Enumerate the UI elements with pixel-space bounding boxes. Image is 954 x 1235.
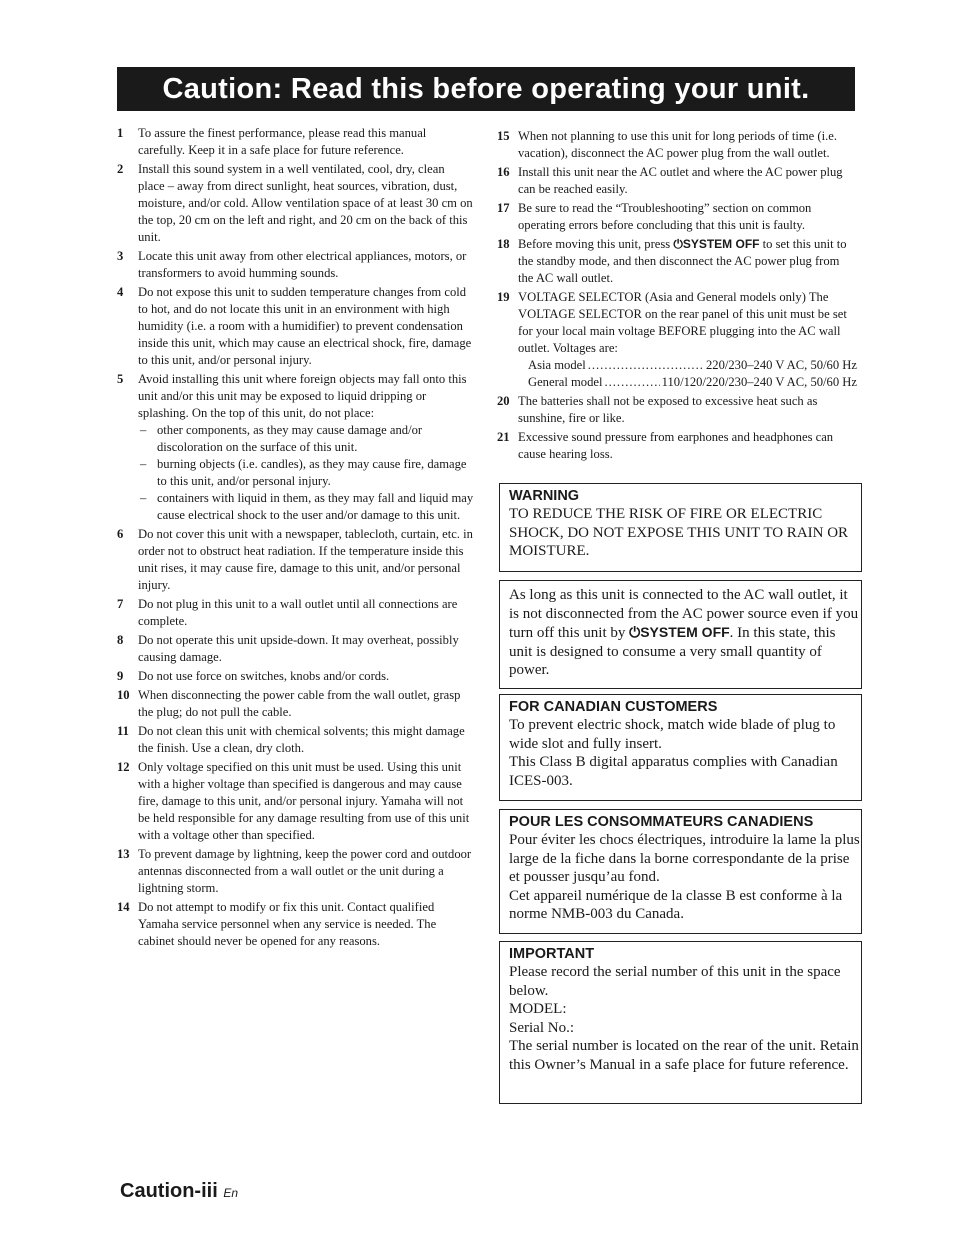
right-column (497, 128, 857, 465)
sub-item: – burning objects (i.e. candles), as they may cause fire, damage to this unit, and/or personal injury. (140, 457, 467, 488)
left-column (117, 125, 474, 952)
item-text: Excessive sound pressure from earphones and headphones can cause hearing loss. (518, 430, 834, 461)
item-number: 15 (497, 129, 510, 143)
important-text: Please record the serial number of this unit in the space below. (509, 964, 841, 999)
system-off-label: SYSTEM OFF (682, 237, 760, 251)
caution-item-16 (497, 164, 857, 198)
item-text: Do not operate this unit upside-down. It may overheat, possibly causing damage. (138, 633, 459, 664)
voltage-row (528, 357, 857, 374)
item-number: 1 (117, 126, 124, 140)
item-text: Avoid installing this unit where foreign objects may fall onto this unit and/or this unit may be exposed to liquid dripping or splashing. On the top of this unit, do not place: (138, 372, 467, 420)
caution-item-21 (497, 429, 857, 463)
page-title-banner (117, 67, 855, 111)
item-number: 10 (117, 688, 130, 702)
item-number: 20 (497, 394, 510, 408)
footer-language: En (223, 1186, 239, 1200)
voltage-value: 220/230–240 V AC, 50/60 Hz (705, 358, 857, 372)
french-text: Cet appareil numérique de la classe B est conforme à la norme NMB-003 du Canada. (509, 887, 843, 922)
item-text: to set this unit to the standby mode, and then disconnect the AC power plug from the AC wall outlet. (518, 237, 847, 285)
sub-item-text: other components, as they may cause damage and/or discoloration on the surface of this unit. (157, 423, 423, 454)
sub-item: – other components, as they may cause damage and/or discoloration on the surface of this unit. (140, 423, 423, 454)
canadian-customers-box (499, 694, 862, 801)
french-text: Pour éviter les chocs électriques, introduire la lame la plus large de la fiche dans la borne correspondante de la prise et pousser jusqu’au fond. (509, 832, 860, 885)
item-number: 19 (497, 290, 510, 304)
important-box (499, 941, 862, 1104)
item-number: 17 (497, 201, 510, 215)
french-canadian-box (499, 809, 862, 934)
standby-text: . In this state, this unit is designed to consume a very small quantity of power. (509, 625, 836, 678)
important-text: The serial number is located on the rear of the unit. Retain this Owner’s Manual in a safe place for future reference. (509, 1038, 859, 1073)
item-number: 5 (117, 372, 124, 386)
power-icon: ⏻ (673, 237, 683, 251)
item-number: 13 (117, 847, 130, 861)
canadian-title: FOR CANADIAN CUSTOMERS (509, 699, 718, 715)
warning-box (499, 483, 862, 572)
sub-item-text: containers with liquid in them, as they may fall and liquid may cause electrical shock to the user and/or damage to this unit. (157, 491, 474, 522)
caution-item-17 (497, 200, 857, 234)
model-field-label: MODEL: (509, 1001, 567, 1017)
caution-item-6 (117, 526, 474, 594)
sub-item-text: burning objects (i.e. candles), as they may cause fire, damage to this unit, and/or personal injury. (157, 457, 467, 488)
caution-item-13 (117, 846, 474, 897)
item-number: 14 (117, 900, 130, 914)
warning-title: WARNING (509, 488, 580, 504)
item-text: Do not attempt to modify or fix this unit. Contact qualified Yamaha service personnel when any service is needed. The cabinet should never be opened for any reasons. (138, 900, 437, 948)
sub-item: – containers with liquid in them, as they may fall and liquid may cause electrical shock to the user and/or damage to this unit. (140, 491, 474, 522)
item-text: Do not cover this unit with a newspaper, tablecloth, curtain, etc. in order not to obstruct heat radiation. If the temperature inside this unit rises, it may cause fire, damage to this unit, and/or personal injury. (138, 527, 473, 592)
item-number: 12 (117, 760, 130, 774)
item-text: When disconnecting the power cable from the wall outlet, grasp the plug; do not pull the cable. (138, 688, 461, 719)
item-text: Locate this unit away from other electrical appliances, motors, or transformers to avoid humming sounds. (138, 249, 467, 280)
caution-item-18 (497, 236, 857, 287)
item-text: Only voltage specified on this unit must be used. Using this unit with a higher voltage than specified is dangerous and may cause fire, damage to this unit, and/or personal injury. Yamaha will not be held responsible for any damage resulting from use of this unit with a voltage other than specified. (138, 760, 470, 842)
caution-item-9 (117, 668, 474, 685)
footer-label: Caution-iii (120, 1180, 218, 1202)
caution-item-19 (497, 289, 857, 391)
item-number: 8 (117, 633, 124, 647)
caution-item-2 (117, 161, 474, 246)
caution-item-1 (117, 125, 474, 159)
item-number: 18 (497, 237, 510, 251)
voltage-value: 110/120/220/230–240 V AC, 50/60 Hz (661, 375, 857, 389)
voltage-row (528, 374, 857, 391)
item-text: Do not plug in this unit to a wall outlet until all connections are complete. (138, 597, 458, 628)
item-text: To assure the finest performance, please read this manual carefully. Keep it in a safe place for future reference. (138, 126, 427, 157)
item-number: 4 (117, 285, 124, 299)
caution-item-11 (117, 723, 474, 757)
caution-item-4 (117, 284, 474, 369)
important-title: IMPORTANT (509, 946, 595, 962)
french-title: POUR LES CONSOMMATEURS CANADIENS (509, 814, 814, 830)
system-off-label: SYSTEM OFF (640, 624, 730, 640)
item-number: 16 (497, 165, 510, 179)
item-number: 9 (117, 669, 124, 683)
caution-item-8 (117, 632, 474, 666)
item-number: 11 (117, 724, 129, 738)
item-number: 2 (117, 162, 124, 176)
caution-item-15 (497, 128, 857, 162)
caution-item-10 (117, 687, 474, 721)
standby-box (499, 580, 862, 689)
serial-field-label: Serial No.: (509, 1019, 574, 1036)
item-number: 6 (117, 527, 124, 541)
voltage-label: General model (528, 375, 603, 389)
item-number: 21 (497, 430, 510, 444)
item-text: Before moving this unit, press (518, 237, 674, 251)
caution-item-3 (117, 248, 474, 282)
item-text: Be sure to read the “Troubleshooting” section on common operating errors before concluding that this unit is faulty. (518, 201, 812, 232)
item-text: When not planning to use this unit for long periods of time (i.e. vacation), disconnect the AC power plug from the wall outlet. (518, 129, 837, 160)
item-number: 3 (117, 249, 124, 263)
canadian-text: To prevent electric shock, match wide blade of plug to wide slot and fully insert. (509, 717, 836, 752)
item-text: Do not clean this unit with chemical solvents; this might damage the finish. Use a clean, dry cloth. (138, 724, 465, 755)
voltage-label: Asia model (528, 358, 586, 372)
standby-text: As long as this unit is connected to the AC wall outlet, it is not disconnected from the AC power source even if you turn off this unit by (509, 587, 859, 641)
item-text: Install this unit near the AC outlet and where the AC power plug can be reached easily. (518, 165, 843, 196)
caution-item-12 (117, 759, 474, 844)
item-number: 7 (117, 597, 124, 611)
caution-item-20 (497, 393, 857, 427)
caution-item-14 (117, 899, 474, 950)
item-text: To prevent damage by lightning, keep the power cord and outdoor antennas disconnected from a wall outlet or the unit during a lightning storm. (138, 847, 472, 895)
page-title: Caution: Read this before operating your unit. (162, 73, 810, 105)
canadian-text: This Class B digital apparatus complies with Canadian ICES-003. (509, 754, 838, 789)
caution-item-7 (117, 596, 474, 630)
page-footer (120, 1180, 238, 1203)
warning-text: TO REDUCE THE RISK OF FIRE OR ELECTRIC SHOCK, DO NOT EXPOSE THIS UNIT TO RAIN OR MOISTURE. (509, 506, 849, 559)
item-text: VOLTAGE SELECTOR (Asia and General models only) The VOLTAGE SELECTOR on the rear panel of this unit must be set for your local main voltage BEFORE plugging into the AC wall outlet. Voltages are: (518, 290, 847, 355)
item-text: Do not use force on switches, knobs and/or cords. (138, 669, 390, 683)
item-text: Do not expose this unit to sudden temperature changes from cold to hot, and do not locate this unit in an environment with high humidity (i.e. a room with a humidifier) to prevent condensation inside this unit, which may cause an electrical shock, fire, damage to this unit, and/or personal injury. (138, 285, 472, 367)
caution-item-5 (117, 371, 474, 524)
item-text: Install this sound system in a well ventilated, cool, dry, clean place – away from direct sunlight, heat sources, vibration, dust, moisture, and/or cold. Allow ventilation space of at least 30 cm on the top, 20 cm on the left and right, and 20 cm on the back of this unit. (138, 162, 473, 244)
power-icon: ⏻ (629, 624, 641, 640)
item-text: The batteries shall not be exposed to excessive heat such as sunshine, fire or like. (518, 394, 818, 425)
